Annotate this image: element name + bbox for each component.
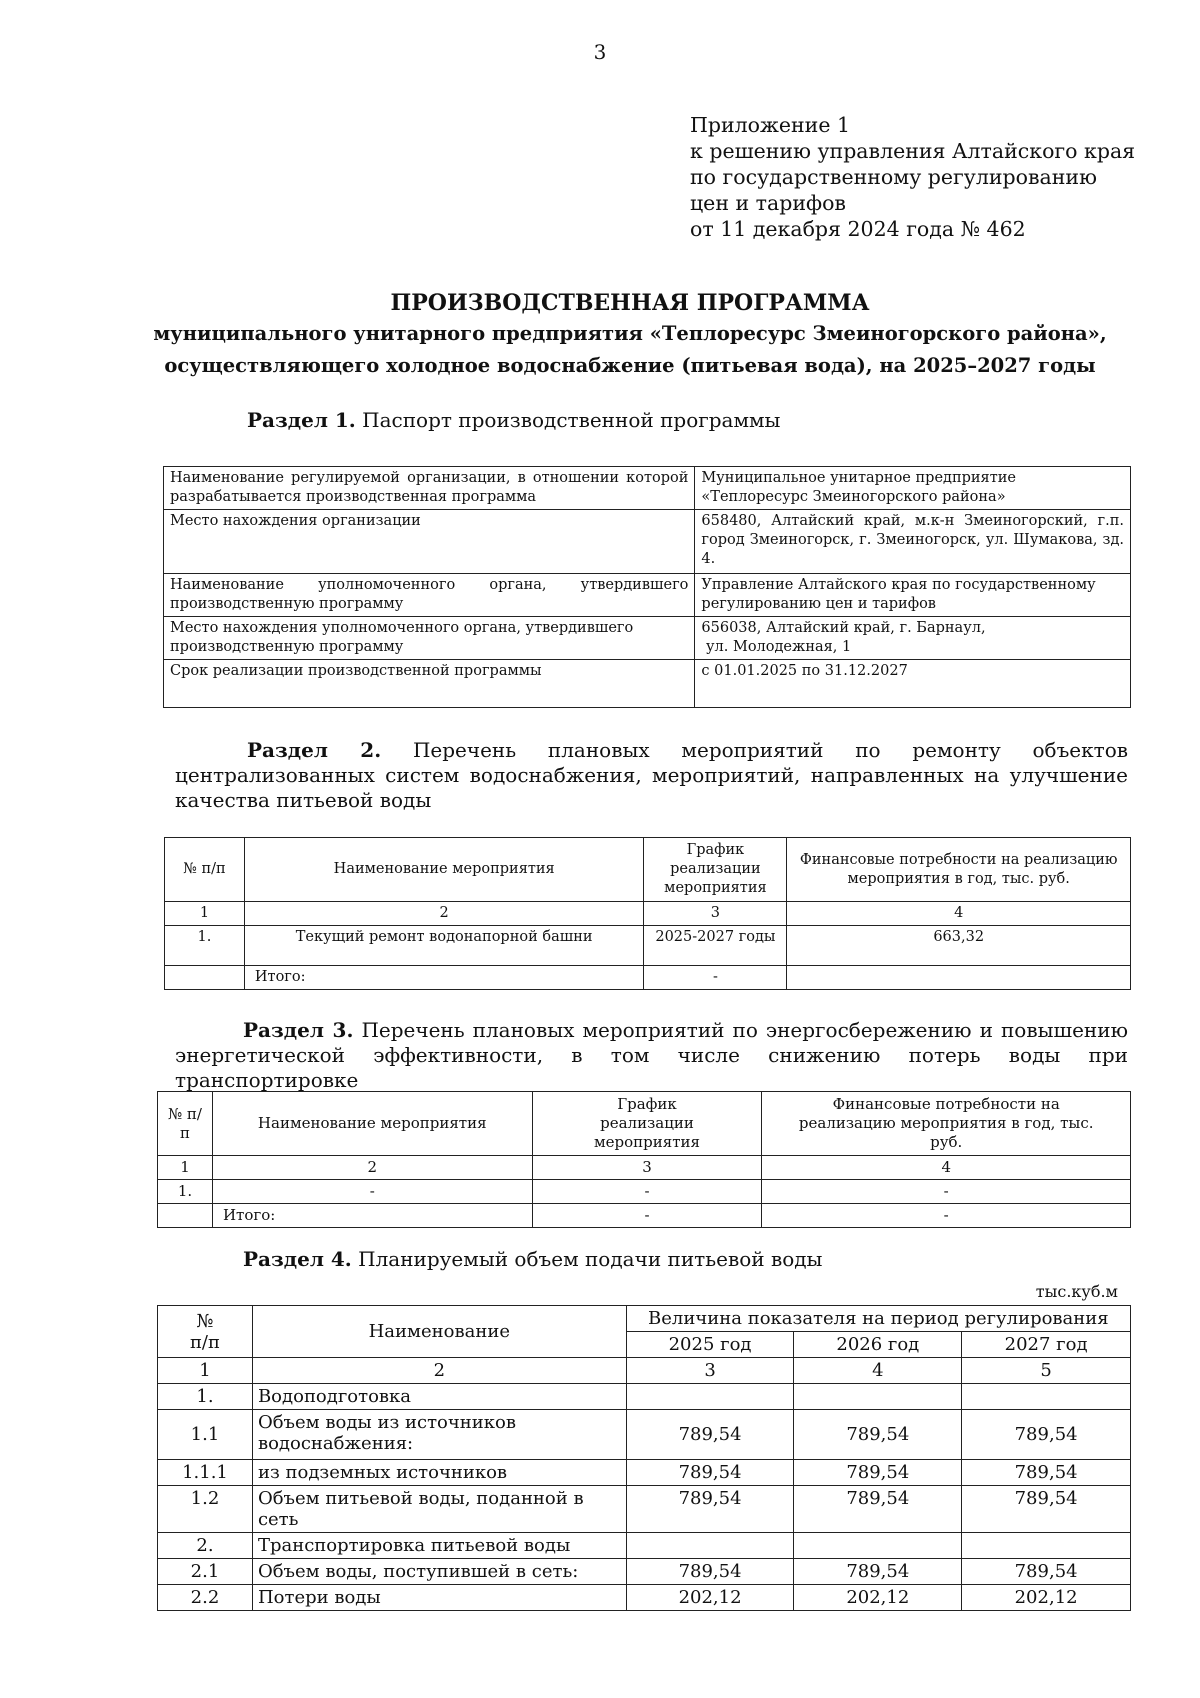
table-cell xyxy=(787,966,1131,990)
table-cell: Наименование регулируемой организации, в отношении которой разрабатывается производственная программа xyxy=(164,467,695,510)
table-row xyxy=(165,966,1131,990)
table-cell: 789,54 xyxy=(794,1410,962,1460)
section3-heading xyxy=(175,1018,1128,1093)
header-cell: Величина показателя на период регулирования xyxy=(626,1306,1130,1332)
table-row xyxy=(158,1156,1131,1180)
number-cell: 2 xyxy=(244,902,644,926)
table-cell xyxy=(695,617,1131,660)
table-cell: Водоподготовка xyxy=(252,1384,626,1410)
table-row xyxy=(164,660,1131,708)
table-row xyxy=(164,617,1131,660)
table-cell: 663,32 xyxy=(787,926,1131,966)
table-row xyxy=(164,574,1131,617)
table-cell: 1.2 xyxy=(158,1486,253,1533)
table-cell: 789,54 xyxy=(794,1559,962,1585)
table-cell: Объем воды из источников водоснабжения: xyxy=(252,1410,626,1460)
table-row xyxy=(158,1204,1131,1228)
table-row xyxy=(158,1410,1131,1460)
table-cell: 789,54 xyxy=(962,1410,1131,1460)
table-cell: 789,54 xyxy=(962,1559,1131,1585)
header-cell: График реализации мероприятия xyxy=(532,1092,762,1156)
table-cell: - xyxy=(532,1180,762,1204)
table-cell xyxy=(695,574,1131,617)
table-row xyxy=(158,1585,1131,1611)
header-cell: № п/п xyxy=(158,1092,213,1156)
cell-line: регулированию цен и тарифов xyxy=(701,596,936,612)
table-cell: 1. xyxy=(165,926,245,966)
table-cell: 789,54 xyxy=(962,1486,1131,1533)
header-cell: Наименование мероприятия xyxy=(212,1092,532,1156)
cell-line: Муниципальное унитарное предприятие xyxy=(701,470,1016,486)
number-cell: 5 xyxy=(962,1358,1131,1384)
header-cell: График реализации мероприятия xyxy=(644,838,787,902)
table-row xyxy=(164,467,1131,510)
number-cell: 3 xyxy=(532,1156,762,1180)
table-cell: Потери воды xyxy=(252,1585,626,1611)
title-sub: осуществляющего холодное водоснабжение (питьевая вода), на 2025–2027 годы xyxy=(164,354,1096,377)
table-cell: 1.1.1 xyxy=(158,1460,253,1486)
table-row xyxy=(158,1486,1131,1533)
section2-heading xyxy=(175,738,1128,813)
table-cell: 2025-2027 годы xyxy=(644,926,787,966)
table-cell: 789,54 xyxy=(794,1486,962,1533)
cell-line: 656038, Алтайский край, г. Барнаул, xyxy=(701,620,986,636)
table-cell: 789,54 xyxy=(962,1460,1131,1486)
cell-line: ул. Молодежная, 1 xyxy=(701,639,852,655)
table-cell: 789,54 xyxy=(626,1410,794,1460)
section3-label: Раздел 3. xyxy=(243,1018,354,1042)
table-cell: Срок реализации производственной программы xyxy=(164,660,695,708)
cell-line: «Теплоресурс Змеиногорского района» xyxy=(701,489,1006,505)
title-main: ПРОИЗВОДСТВЕННАЯ ПРОГРАММА xyxy=(390,290,870,316)
table-cell xyxy=(626,1533,794,1559)
table-cell: Наименование уполномоченного органа, утвердившего производственную программу xyxy=(164,574,695,617)
table-cell: 202,12 xyxy=(794,1585,962,1611)
table-cell: 789,54 xyxy=(626,1460,794,1486)
cell-line: Управление Алтайского края по государственному xyxy=(701,577,1096,593)
repair-measures-table xyxy=(164,837,1131,990)
number-cell: 2 xyxy=(252,1358,626,1384)
table-cell: 202,12 xyxy=(626,1585,794,1611)
table-cell: Объем питьевой воды, поданной в сеть xyxy=(252,1486,626,1533)
water-supply-volume-table xyxy=(157,1305,1131,1611)
table-row xyxy=(165,902,1131,926)
table-row xyxy=(158,1358,1131,1384)
section2-title: Перечень плановых мероприятий по ремонту объектов централизованных систем водоснабжения, мероприятий, направленных на улучшение качества питьевой воды xyxy=(175,738,1129,812)
section3-title: Перечень плановых мероприятий по энергосбережению и повышению энергетической эффективности, в том числе снижению потерь воды при транспортировке xyxy=(175,1018,1128,1092)
table-cell: Итого: xyxy=(212,1204,532,1228)
table-row xyxy=(158,1092,1131,1156)
table-row xyxy=(164,510,1131,574)
table-cell xyxy=(794,1533,962,1559)
table-row xyxy=(158,1559,1131,1585)
passport-table xyxy=(163,466,1131,708)
table-cell: 1. xyxy=(158,1384,253,1410)
table-row xyxy=(158,1180,1131,1204)
year-cell: 2025 год xyxy=(626,1332,794,1358)
section1-title: Паспорт производственной программы xyxy=(362,408,781,432)
page-number: 3 xyxy=(593,40,607,64)
number-cell: 1 xyxy=(158,1156,213,1180)
table-cell: Текущий ремонт водонапорной башни xyxy=(244,926,644,966)
table-row xyxy=(158,1306,1131,1332)
section2-label: Раздел 2. xyxy=(247,738,382,762)
table-cell: - xyxy=(762,1180,1131,1204)
header-cell: Наименование xyxy=(252,1306,626,1358)
number-cell: 1 xyxy=(158,1358,253,1384)
section4-heading xyxy=(243,1247,1123,1272)
number-cell: 3 xyxy=(644,902,787,926)
number-cell: 4 xyxy=(787,902,1131,926)
annex-line: от 11 декабря 2024 года № 462 xyxy=(690,217,1026,241)
table-cell: 2.1 xyxy=(158,1559,253,1585)
table-cell: 658480, Алтайский край, м.к-н Змеиногорский, г.п. город Змеиногорск, г. Змеиногорск, ул. Шумакова, зд. 4. xyxy=(695,510,1131,574)
table-cell: 1. xyxy=(158,1180,213,1204)
table-row xyxy=(158,1460,1131,1486)
table-row xyxy=(158,1384,1131,1410)
unit-label: тыс.куб.м xyxy=(1035,1282,1118,1301)
table-cell: 2.2 xyxy=(158,1585,253,1611)
table-cell xyxy=(165,966,245,990)
annex-block xyxy=(690,112,1160,242)
table-cell: Транспортировка питьевой воды xyxy=(252,1533,626,1559)
table-cell xyxy=(794,1384,962,1410)
table-row xyxy=(158,1533,1131,1559)
table-cell: Место нахождения организации xyxy=(164,510,695,574)
table-cell: Объем воды, поступившей в сеть: xyxy=(252,1559,626,1585)
year-cell: 2026 год xyxy=(794,1332,962,1358)
header-cell: Финансовые потребности на реализацию мероприятия в год, тыс. руб. xyxy=(787,838,1131,902)
year-cell: 2027 год xyxy=(962,1332,1131,1358)
number-cell: 2 xyxy=(212,1156,532,1180)
table-cell: 789,54 xyxy=(794,1460,962,1486)
table-cell: Итого: xyxy=(244,966,644,990)
annex-line: цен и тарифов xyxy=(690,191,846,215)
table-cell: 2. xyxy=(158,1533,253,1559)
table-cell: Место нахождения уполномоченного органа, утвердившего производственную программу xyxy=(164,617,695,660)
table-cell: - xyxy=(644,966,787,990)
section4-label: Раздел 4. xyxy=(243,1247,352,1271)
table-cell xyxy=(962,1533,1131,1559)
table-cell xyxy=(695,467,1131,510)
energy-saving-table xyxy=(157,1091,1131,1228)
table-cell xyxy=(626,1384,794,1410)
annex-line: к решению управления Алтайского края xyxy=(690,139,1136,163)
table-cell: 789,54 xyxy=(626,1486,794,1533)
table-cell: из подземных источников xyxy=(252,1460,626,1486)
annex-line: Приложение 1 xyxy=(690,113,851,137)
header-cell: № п/п xyxy=(158,1306,253,1358)
table-cell: - xyxy=(212,1180,532,1204)
table-cell xyxy=(158,1204,213,1228)
annex-line: по государственному регулированию xyxy=(690,165,1097,189)
table-cell: 202,12 xyxy=(962,1585,1131,1611)
header-cell: Финансовые потребности на реализацию мероприятия в год, тыс. руб. xyxy=(762,1092,1131,1156)
table-cell: - xyxy=(762,1204,1131,1228)
section1-heading xyxy=(247,408,1127,433)
number-cell: 3 xyxy=(626,1358,794,1384)
title-sub: муниципального унитарного предприятия «Теплоресурс Змеиногорского района», xyxy=(153,322,1107,345)
number-cell: 4 xyxy=(794,1358,962,1384)
table-cell xyxy=(962,1384,1131,1410)
table-cell: с 01.01.2025 по 31.12.2027 xyxy=(695,660,1131,708)
table-cell: - xyxy=(532,1204,762,1228)
table-cell: 789,54 xyxy=(626,1559,794,1585)
section4-title: Планируемый объем подачи питьевой воды xyxy=(358,1247,823,1271)
table-row xyxy=(165,926,1131,966)
number-cell: 1 xyxy=(165,902,245,926)
table-row xyxy=(165,838,1131,902)
document-title xyxy=(130,288,1130,382)
header-cell: № п/п xyxy=(165,838,245,902)
header-cell: Наименование мероприятия xyxy=(244,838,644,902)
table-cell: 1.1 xyxy=(158,1410,253,1460)
section1-label: Раздел 1. xyxy=(247,408,356,432)
number-cell: 4 xyxy=(762,1156,1131,1180)
